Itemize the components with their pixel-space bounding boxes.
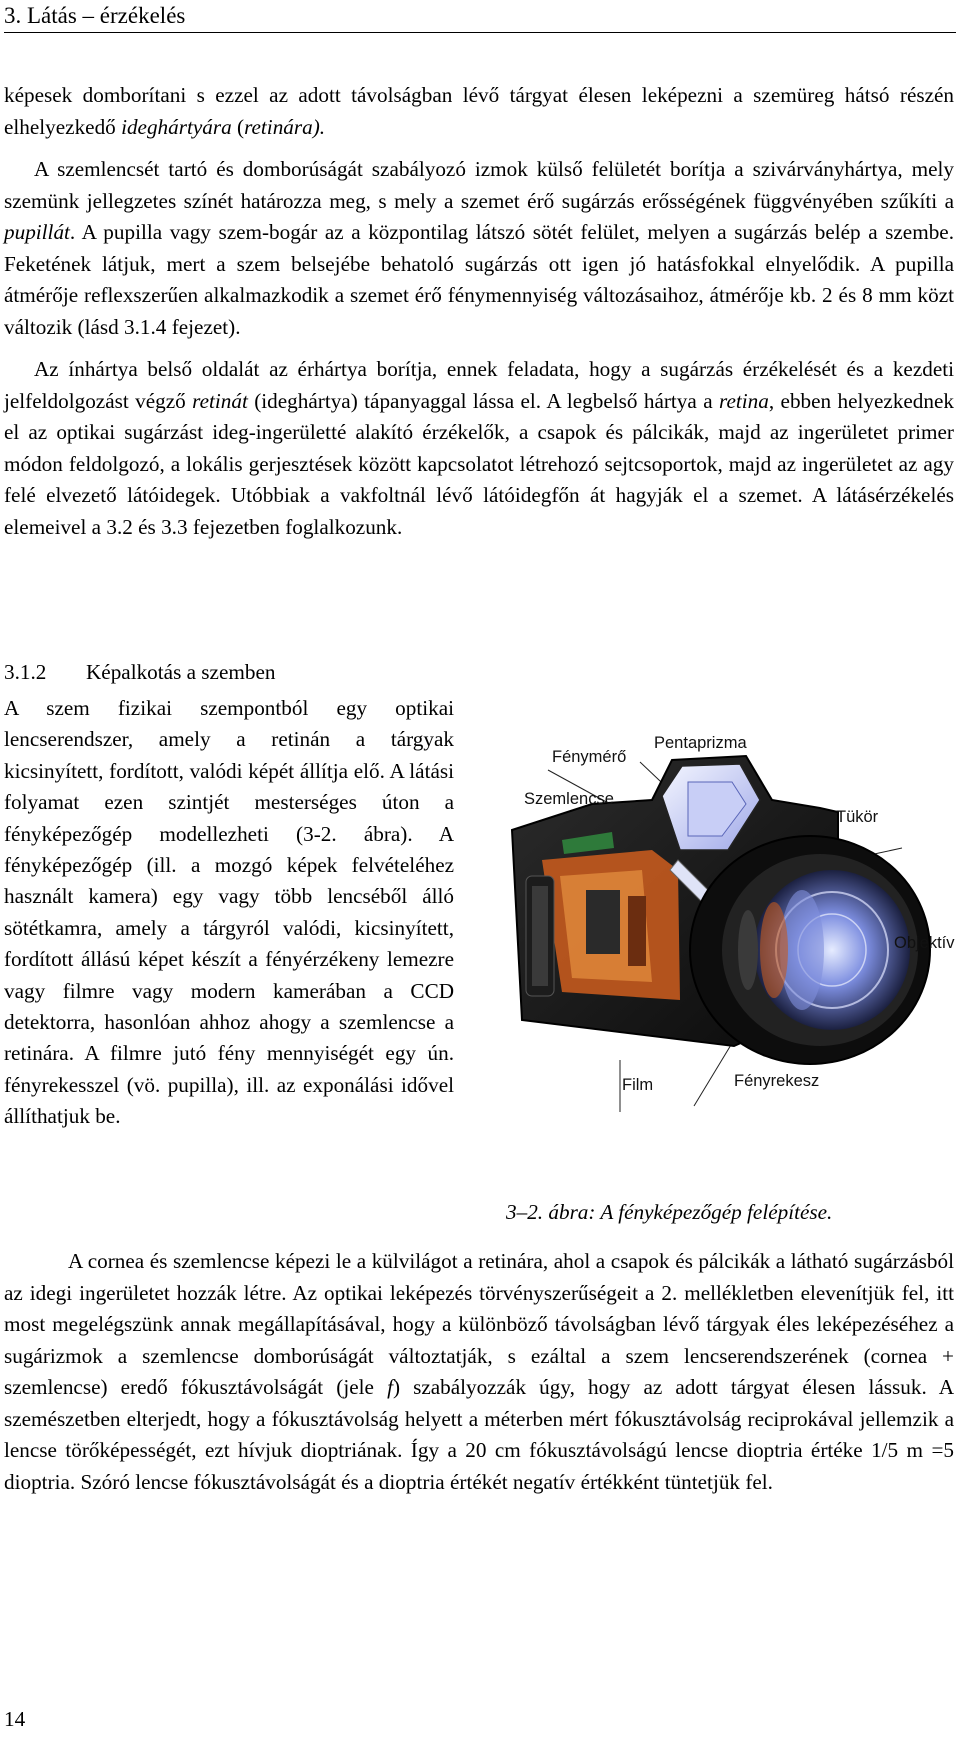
label-film: Film [622,1076,654,1094]
label-szemlencse: Szemlencse [524,790,614,808]
section-number: 3.1.2 [4,660,47,684]
page-header [4,2,956,33]
top-text-block [4,80,954,543]
camera-paragraph: A szem fizikai szempontból egy optikai lencserendszer, amely a retinán a tárgyak kicsinyített, fordított, valódi képét állítja elő. A látási folyamat ezen szintjét mesterséges úton a fényképezőgép modellezheti (3-2. ábra). A fényképezőgép (ill. a mozgó képek felvételéhez használt kamera) egy vagy több lencséből álló sötétkamra, amely a tárgyról valódi, kicsinyített, fordított állású képet készít a fényérzékeny lemezre vagy filmre vagy modern kamerában a CCD detektorra, hasonlóan ahhoz ahogy a szemlencse a retinára. A filmre jutó fény mennyiségét egy ún. fényrekesszel (vö. pupilla), ill. az exponálási idővel állíthatjuk be. [4,696,454,1129]
wrapped-paragraph [4,693,454,1133]
label-objektiv: Objektív [894,934,955,952]
bottom-text-block [4,1246,954,1498]
section-heading [4,657,275,688]
camera-cutaway-figure [502,700,958,1140]
label-fenyrekesz: Fényrekesz [734,1072,820,1090]
paragraph-dioptria: A cornea és szemlencse képezi le a külvilágot a retinára, ahol a csapok és pálcikák a látható sugárzásból az idegi ingerületet hozzák létre. Az optikai leképezés törvényszerűségeit a 2. mellékletben elevenítjük fel, itt most megelégszünk annak megállapításával, hogy a különböző távolságban lévő tárgyak éles leképezéséhez a sugárizmok a szemlencse domborúságát változtatják, s ezáltal a szem lencserendszerének (cornea + szemlencse) eredő fókusztávolságát (jele f) szabályozzák úgy, hogy az adott tárgyat élesen lássuk. A szemészetben elterjedt, hogy a fókusztávolság helyett a méterben mért fókusztávolság reciprokával jellemzik a lencse törőképességét, ezt hívjuk dioptriának. Így a 20 cm fókusztávolságú lencse dioptria értéke 1/5 m =5 dioptria. Szóró lencse fókusztávolságát és a dioptria értékét negatív értékként tüntetjük fel. [4,1249,954,1494]
paragraph-retina: Az ínhártya belső oldalát az érhártya borítja, ennek feladata, hogy a sugárzás érzékelését és a kezdeti jelfeldolgozást végző retinát (ideghártya) tápanyaggal lássa el. A legbelső hártya a retina, ebben helyezkednek el az optikai sugárzást ideg-ingerületté alakító érzékelők, a csapok és pálcikák, majd az ingerületet primer módon feldolgozó, a lokális gerjesztések között kapcsolatot létrehozó sejtcsoportok, majd az ingerületet az agy felé elvezető látóidegek. Utóbbiak a vakfoltnál lévő látóidegfőn át hagyják el a szemet. A látásérzékelés elemeivel a 3.2 és 3.3 fejezetben foglalkozunk. [4,357,954,539]
section-title: Képalkotás a szemben [86,660,276,684]
page-number: 14 [4,1707,26,1731]
paragraph-iris: A szemlencsét tartó és domborúságát szabályozó izmok külső felületét borítja a szivárványhártya, mely szemünk jellegzetes színét határozza meg, s mely a szemet érő sugárzás erősségének függvényében szűkíti a pupillát. A pupilla vagy szem-bogár az a központilag látszó sötét felület, melyen a sugárzás belép a szembe. Feketének látjuk, mert a szem belsejébe behatoló sugárzás ott igen jó hatásfokkal elnyelődik. A pupilla átmérője reflexszerűen alkalmazkodik a szemet érő fénymennyiség változásaihoz, átmérője kb. 2 és 8 mm közt változik (lásd 3.1.4 fejezet). [4,157,954,339]
chapter-title: 3. Látás – érzékelés [4,3,186,28]
camera-illustration [502,700,958,1140]
label-tukor: Tükör [836,808,879,826]
figure-caption: 3–2. ábra: A fényképezőgép felépítése. [506,1200,833,1224]
label-fenymero: Fénymérő [552,748,627,766]
paragraph-continuation: képesek domborítani s ezzel az adott távolságban lévő tárgyat élesen leképezni a szemüreg hátsó részén elhelyezkedő ideghártyára (retinára). [4,83,954,139]
label-pentaprizma: Pentaprizma [654,734,747,752]
